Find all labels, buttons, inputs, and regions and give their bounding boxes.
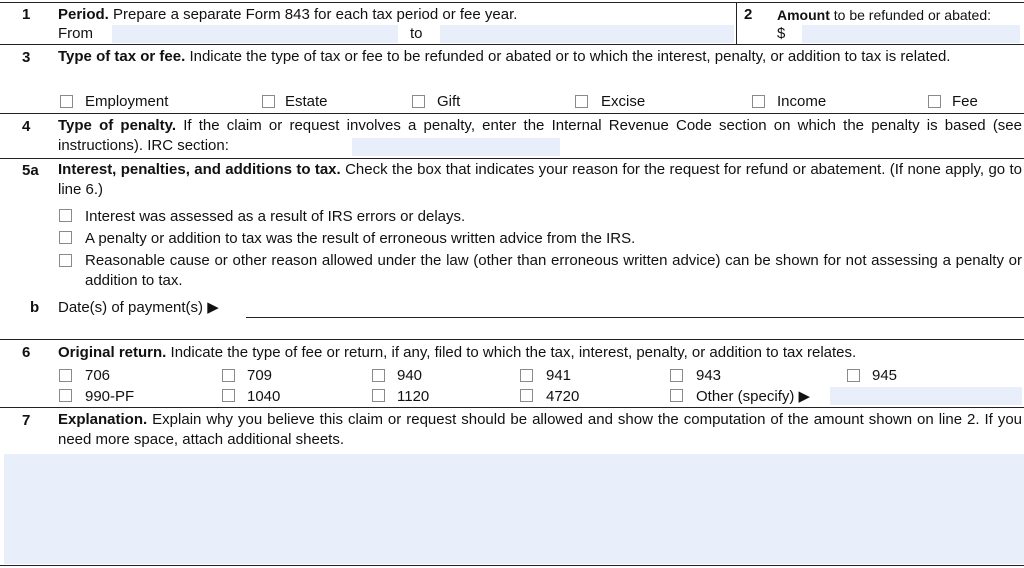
payment-dates-label: Date(s) of payment(s) ▶ <box>58 299 219 316</box>
option-gift-label: Gift <box>437 93 461 110</box>
return-1040-label: 1040 <box>247 388 281 405</box>
explanation-textarea[interactable] <box>4 454 1024 564</box>
checkbox-4720[interactable] <box>520 389 533 402</box>
checkbox-income[interactable] <box>752 95 765 108</box>
reason-reasonable-cause-label: Reasonable cause or other reason allowed under the law (other than erroneous written advice) can be shown for not assessing a penalty or addition to tax. <box>85 252 1022 289</box>
line-7-description <box>58 410 1022 450</box>
line-7-text: Explain why you believe this claim or request should be allowed and show the computation of the amount shown on line 2. If you need more space, attach additional sheets. <box>58 411 1023 448</box>
return-945-label: 945 <box>872 367 898 384</box>
line-6-description <box>58 344 856 362</box>
line-2-heading <box>777 6 991 24</box>
line-5a-title: Interest, penalties, and additions to tax. <box>58 161 341 178</box>
line-7-title: Explanation. <box>58 411 148 428</box>
checkbox-erroneous-advice[interactable] <box>59 231 72 244</box>
line-3-title: Type of tax or fee. <box>58 48 186 65</box>
option-fee-label: Fee <box>952 93 978 110</box>
top-rule <box>0 2 1024 3</box>
rule-after-line-2 <box>0 44 1024 45</box>
option-income-label: Income <box>777 93 827 110</box>
checkbox-excise[interactable] <box>575 95 588 108</box>
from-label: From <box>58 25 93 42</box>
line-1-text: Prepare a separate Form 843 for each tax period or fee year. <box>113 6 518 23</box>
checkbox-estate[interactable] <box>262 95 275 108</box>
line-1-2-divider <box>736 2 737 44</box>
line-1-heading <box>58 6 517 24</box>
line-6-number: 6 <box>22 344 31 361</box>
rule-after-line-4 <box>0 158 1024 159</box>
line-5b-number: b <box>30 299 40 316</box>
bottom-rule <box>0 565 1024 566</box>
checkbox-1120[interactable] <box>372 389 385 402</box>
checkbox-employment[interactable] <box>60 95 73 108</box>
checkbox-709[interactable] <box>222 369 235 382</box>
reason-irs-errors-label: Interest was assessed as a result of IRS errors or delays. <box>85 208 466 225</box>
checkbox-940[interactable] <box>372 369 385 382</box>
checkbox-other[interactable] <box>670 389 683 402</box>
checkbox-706[interactable] <box>59 369 72 382</box>
line-5a-text: Check the box that indicates your reason for the request for refund or abatement. (If none apply, go to line 6.) <box>58 161 1022 198</box>
checkbox-gift[interactable] <box>412 95 425 108</box>
line-3-number: 3 <box>22 49 31 66</box>
option-estate-label: Estate <box>285 93 328 110</box>
rule-after-line-6 <box>0 407 1024 408</box>
checkbox-945[interactable] <box>847 369 860 382</box>
option-excise-label: Excise <box>601 93 646 110</box>
line-4-number: 4 <box>22 118 31 135</box>
payment-dates-field[interactable] <box>246 297 1022 317</box>
return-943-label: 943 <box>696 367 722 384</box>
rule-after-line-3 <box>0 113 1024 114</box>
return-941-label: 941 <box>546 367 572 384</box>
line-5a-description <box>58 160 1022 200</box>
dollar-sign: $ <box>777 25 786 42</box>
line-2-number: 2 <box>744 6 753 23</box>
line-4-text: If the claim or request involves a penalty, enter the Internal Revenue Code section on which the penalty is based (see instructions). IRC section: <box>58 117 1022 154</box>
line-6-title: Original return. <box>58 344 167 361</box>
line-3-text: Indicate the type of tax or fee to be refunded or abated or to which the interest, penalty, or addition to tax is related. <box>189 48 951 65</box>
checkbox-irs-errors[interactable] <box>59 209 72 222</box>
line-7-number: 7 <box>22 412 31 429</box>
to-label: to <box>410 25 423 42</box>
line-1-number: 1 <box>22 6 31 23</box>
line-1-title: Period. <box>58 6 109 23</box>
checkbox-941[interactable] <box>520 369 533 382</box>
checkbox-fee[interactable] <box>928 95 941 108</box>
checkbox-990-pf[interactable] <box>59 389 72 402</box>
other-specify-field[interactable] <box>830 387 1022 405</box>
irc-section-field[interactable] <box>352 138 560 156</box>
return-other-label: Other (specify) ▶ <box>696 388 811 405</box>
payment-dates-underline <box>246 317 1024 318</box>
reason-erroneous-advice-label: A penalty or addition to tax was the result of erroneous written advice from the IRS. <box>85 230 636 247</box>
line-3-description <box>58 47 1022 67</box>
checkbox-943[interactable] <box>670 369 683 382</box>
period-to-field[interactable] <box>440 25 734 43</box>
line-2-text: to be refunded or abated: <box>833 7 992 23</box>
return-940-label: 940 <box>397 367 423 384</box>
return-706-label: 706 <box>85 367 111 384</box>
line-4-title: Type of penalty. <box>58 117 176 134</box>
option-employment-label: Employment <box>85 93 169 110</box>
line-2-title: Amount <box>777 7 830 23</box>
return-990-pf-label: 990-PF <box>85 388 135 405</box>
line-5a-number: 5a <box>22 162 39 179</box>
line-6-text: Indicate the type of fee or return, if any, filed to which the tax, interest, penalty, or addition to tax relates. <box>170 344 857 361</box>
rule-after-line-5 <box>0 339 1024 340</box>
checkbox-reasonable-cause[interactable] <box>59 254 72 267</box>
amount-field[interactable] <box>802 25 1020 43</box>
checkbox-1040[interactable] <box>222 389 235 402</box>
return-1120-label: 1120 <box>397 388 430 405</box>
return-4720-label: 4720 <box>546 388 580 405</box>
return-709-label: 709 <box>247 367 273 384</box>
period-from-field[interactable] <box>112 25 398 43</box>
